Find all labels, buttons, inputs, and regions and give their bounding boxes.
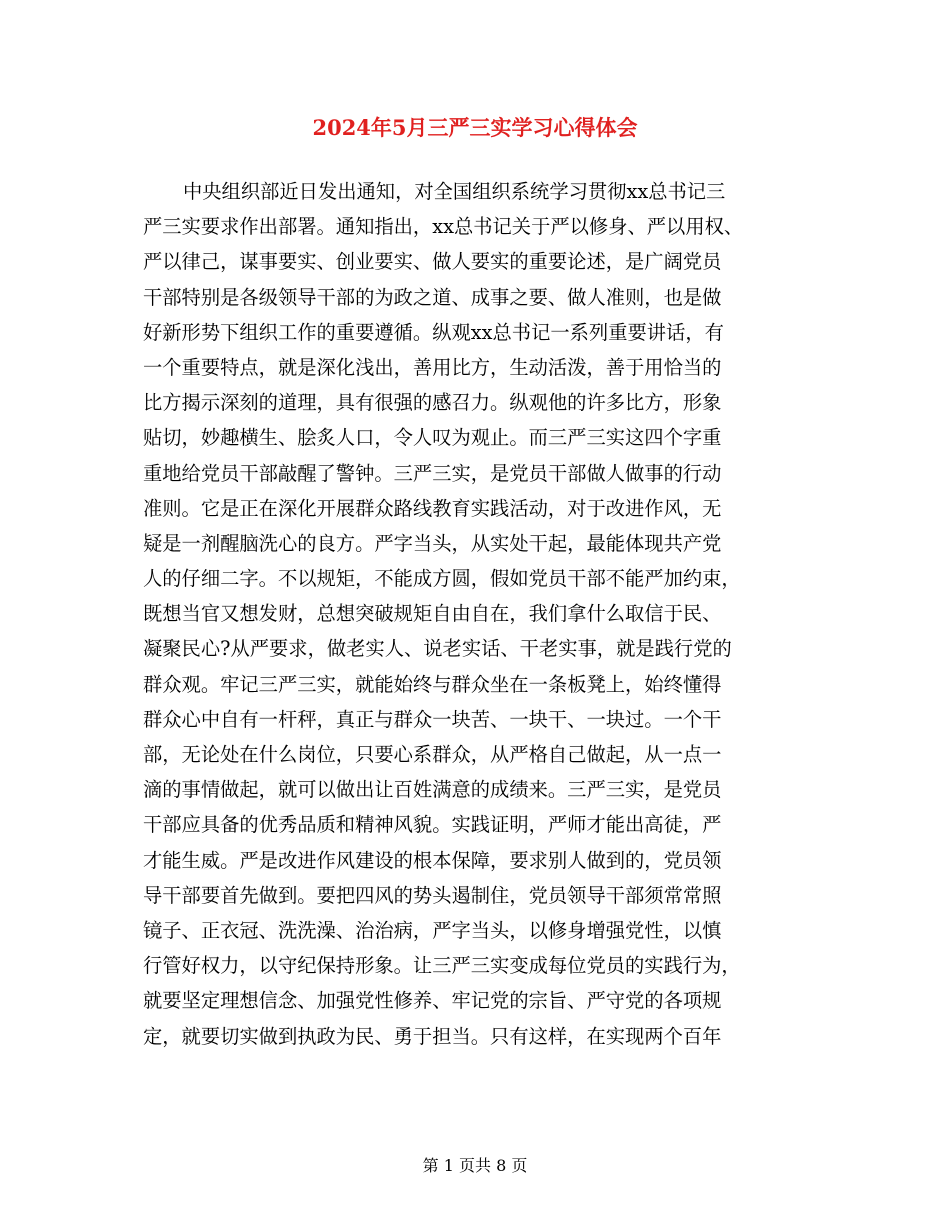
- body-line: 一个重要特点，就是深化浅出，善用比方，生动活泼，善于用恰当的: [143, 355, 722, 379]
- body-line: 才能生威。严是改进作风建设的根本保障，要求别人做到的，党员领: [143, 848, 722, 872]
- body-line: 就要坚定理想信念、加强党性修养、牢记党的宗旨、严守党的各项规: [143, 989, 722, 1013]
- body-line: 群众心中自有一杆秤，真正与群众一块苦、一块干、一块过。一个干: [143, 707, 722, 731]
- page-number-footer: 第 1 页共 8 页: [422, 1156, 528, 1175]
- body-line: 严以律己，谋事要实、创业要实、做人要实的重要论述，是广阔党员: [143, 250, 722, 274]
- body-line: 中央组织部近日发出通知，对全国组织系统学习贯彻xx总书记三: [183, 180, 726, 203]
- body-line: 定，就要切实做到执政为民、勇于担当。只有这样，在实现两个百年: [143, 1024, 722, 1048]
- body-line: 准则。它是正在深化开展群众路线教育实践活动，对于改进作风，无: [143, 496, 722, 520]
- document-body: [143, 174, 823, 1054]
- body-line: 滴的事情做起，就可以做出让百姓满意的成绩来。三严三实，是党员: [143, 778, 722, 802]
- body-line: 疑是一剂醒脑洗心的良方。严字当头，从实处干起，最能体现共产党: [143, 531, 722, 555]
- body-line: 群众观。牢记三严三实，就能始终与群众坐在一条板凳上，始终懂得: [143, 672, 722, 696]
- body-line: 好新形势下组织工作的重要遵循。纵观xx总书记一系列重要讲话，有: [143, 320, 724, 344]
- body-line: 凝聚民心?从严要求，做老实人、说老实话、干老实事，就是践行党的: [143, 637, 732, 661]
- body-line: 干部特别是各级领导干部的为政之道、成事之要、做人准则，也是做: [143, 285, 722, 309]
- body-line: 既想当官又想发财，总想突破规矩自由自在，我们拿什么取信于民、: [143, 602, 722, 626]
- body-line: 部，无论处在什么岗位，只要心系群众，从严格自己做起，从一点一: [143, 743, 722, 766]
- body-line: 人的仔细二字。不以规矩，不能成方圆，假如党员干部不能严加约束，: [143, 567, 741, 591]
- body-line: 导干部要首先做到。要把四风的势头遏制住，党员领导干部须常常照: [143, 883, 722, 907]
- body-line: 镜子、正衣冠、洗洗澡、治治病，严字当头，以修身增强党性，以慎: [143, 918, 722, 942]
- body-line: 比方揭示深刻的道理，具有很强的感召力。纵观他的许多比方，形象: [143, 391, 722, 415]
- body-line: 贴切，妙趣横生、脍炙人口，令人叹为观止。而三严三实这四个字重: [143, 426, 722, 450]
- body-line: 行管好权力，以守纪保持形象。让三严三实变成每位党员的实践行为，: [143, 954, 741, 978]
- body-line: 严三实要求作出部署。通知指出，xx总书记关于严以修身、严以用权、: [143, 215, 744, 239]
- body-line: 重地给党员干部敲醒了警钟。三严三实，是党员干部做人做事的行动: [143, 461, 722, 485]
- body-line: 干部应具备的优秀品质和精神风貌。实践证明，严师才能出高徒，严: [143, 813, 722, 837]
- document-title: 2024年5月三严三实学习心得体会: [312, 115, 638, 140]
